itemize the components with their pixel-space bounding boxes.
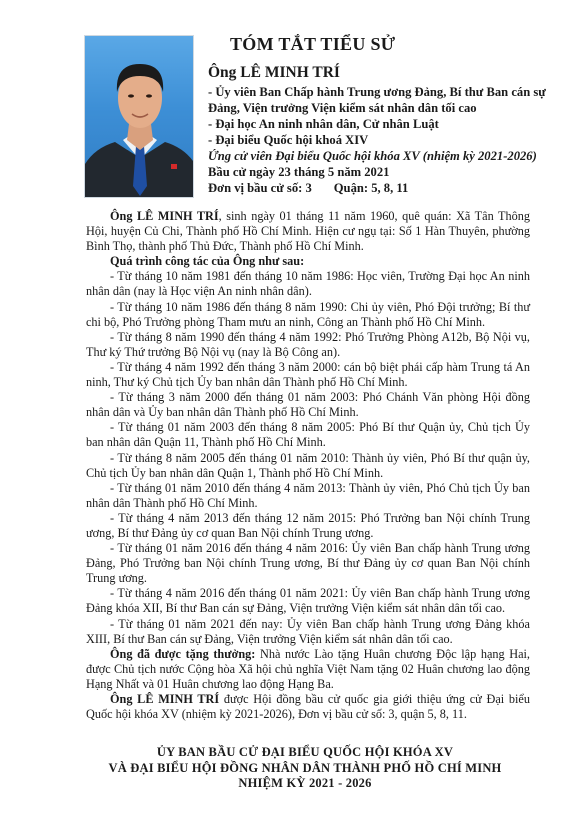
biography-body [86, 209, 530, 722]
career-item: - Từ tháng 01 năm 2016 đến tháng 4 năm 2016: Ủy viên Ban chấp hành Trung ương Đảng, Phó Trưởng ban Nội chính Trung ương, Bí thư Đảng ủy cơ quan Ban Nội chính Trung ương. [86, 541, 530, 586]
election-date: Bầu cử ngày 23 tháng 5 năm 2021 [208, 165, 390, 179]
candidacy-line: Ứng cử viên Đại biểu Quốc hội khóa XV (nhiệm kỳ 2021-2026) [208, 149, 537, 163]
career-item: - Từ tháng 4 năm 2016 đến tháng 01 năm 2021: Ủy viên Ban chấp hành Trung ương Đảng khóa XII, Bí thư Ban cán sự Đảng, Viện trưởng Viện kiểm sát nhân dân tối cao. [86, 586, 530, 616]
committee-line-2: VÀ ĐẠI BIỂU HỘI ĐỒNG NHÂN DÂN THÀNH PHỐ HỒ CHÍ MINH [108, 760, 502, 775]
intro-text: , sinh ngày 01 tháng 11 năm 1960, quê quán: Xã Tân Thông Hội, huyện Củ Chi, Thành phố Hồ Chí Minh. Hiện cư ngụ tại: Số 1 Hàn Thuyên, phường Bình Thọ, thành phố Thủ Đức, Thành phố Hồ Chí Minh. [86, 209, 531, 254]
portrait-illustration [85, 36, 194, 198]
role-line: - Ủy viên Ban Chấp hành Trung ương Đảng, Bí thư Ban cán sự Đảng, Viện trưởng Viện kiểm sát nhân dân tối cao [208, 85, 546, 115]
closing-text: được Hội đồng bầu cử quốc gia giới thiệu ứng cử Đại biểu Quốc hội khóa XV (nhiệm kỳ 2021-2026), Đơn vị bầu cử số: 3, quận 5, 8, 11. [86, 692, 530, 722]
career-heading: Quá trình công tác của Ông như sau: [110, 254, 305, 269]
career-item: - Từ tháng 8 năm 2005 đến tháng 01 năm 2010: Thành ủy viên, Phó Bí thư quận ủy, Chủ tịch Ủy ban nhân dân Quận 1, Thành phố Hồ Chí Minh. [86, 450, 530, 480]
intro-paragraph [86, 209, 530, 254]
closing-name: Ông LÊ MINH TRÍ [110, 692, 220, 706]
awards-paragraph [86, 647, 530, 692]
election-unit: Đơn vị bầu cử số: 3 [208, 181, 312, 195]
career-item: - Từ tháng 8 năm 1990 đến tháng 4 năm 1992: Phó Trưởng Phòng A12b, Bộ Nội vụ, Thư ký Thứ trưởng Bộ Nội vụ (nay là Bộ Công an). [86, 329, 530, 359]
delegate-line: - Đại biểu Quốc hội khoá XIV [208, 133, 369, 147]
career-item: - Từ tháng 10 năm 1986 đến tháng 8 năm 1990: Chi ủy viên, Phó Đội trưởng; Bí thư chi bộ, Phó Trưởng phòng Tham mưu an ninh, Công an Thành phố Hồ Chí Minh. [86, 299, 530, 329]
career-item: - Từ tháng 3 năm 2000 đến tháng 01 năm 2003: Phó Chánh Văn phòng Hội đồng nhân dân và Ủy ban nhân dân Thành phố Hồ Chí Minh. [86, 390, 530, 420]
committee-line-3: NHIỆM KỲ 2021 - 2026 [238, 776, 372, 790]
awards-label: Ông đã được tặng thưởng: [110, 646, 256, 661]
election-districts: Quận: 5, 8, 11 [333, 181, 409, 195]
career-item: - Từ tháng 4 năm 1992 đến tháng 3 năm 2000: cán bộ biệt phái cấp hàm Trung tá An ninh, Thư ký Chủ tịch Ủy ban nhân dân Thành phố Hồ Chí Minh. [86, 359, 530, 390]
career-item: - Từ tháng 4 năm 2013 đến tháng 12 năm 2015: Phó Trưởng ban Nội chính Trung ương, Bí thư Đảng ủy cơ quan Ban Nội chính Trung ương. [86, 510, 530, 540]
closing-paragraph [86, 692, 530, 722]
career-item: - Từ tháng 10 năm 1981 đến tháng 10 năm 1986: Học viên, Trường Đại học An ninh nhân dân (nay là Học viện An ninh nhân dân). [86, 269, 530, 299]
career-item: - Từ tháng 01 năm 2021 đến nay: Ủy viên Ban chấp hành Trung ương Đảng khóa XIII, Bí thư Ban cán sự Đảng, Viện trưởng Viện kiểm sát nhân dân tối cao. [86, 616, 530, 646]
education-line: - Đại học An ninh nhân dân, Cử nhân Luật [208, 117, 439, 131]
committee-line-1: ỦY BAN BẦU CỬ ĐẠI BIỂU QUỐC HỘI KHÓA XV [156, 745, 454, 759]
constituency-line [208, 180, 580, 196]
candidate-name: Ông LÊ MINH TRÍ [208, 64, 340, 81]
document-title: TÓM TẮT TIỂU SỬ [230, 34, 396, 54]
intro-name: Ông LÊ MINH TRÍ [110, 209, 219, 223]
candidate-summary [208, 63, 580, 196]
career-item: - Từ tháng 01 năm 2010 đến tháng 4 năm 2013: Thành ủy viên, Phó Chủ tịch Ủy ban nhân dân Thành phố Hồ Chí Minh. [86, 480, 530, 510]
issuing-committee [60, 745, 550, 792]
awards-text: Nhà nước Lào tặng Huân chương Độc lập hạng Hai, được Chủ tịch nước Cộng hòa Xã hội chủ nghĩa Việt Nam tặng 02 Huân chương lao động Hạng Nhất và 01 Huân chương lao động Hạng Ba. [86, 646, 530, 691]
portrait-photo [84, 35, 194, 198]
career-item: - Từ tháng 01 năm 2003 đến tháng 8 năm 2005: Phó Bí thư Quận ủy, Chủ tịch Ủy ban nhân dân Quận 11, Thành phố Hồ Chí Minh. [86, 420, 530, 450]
